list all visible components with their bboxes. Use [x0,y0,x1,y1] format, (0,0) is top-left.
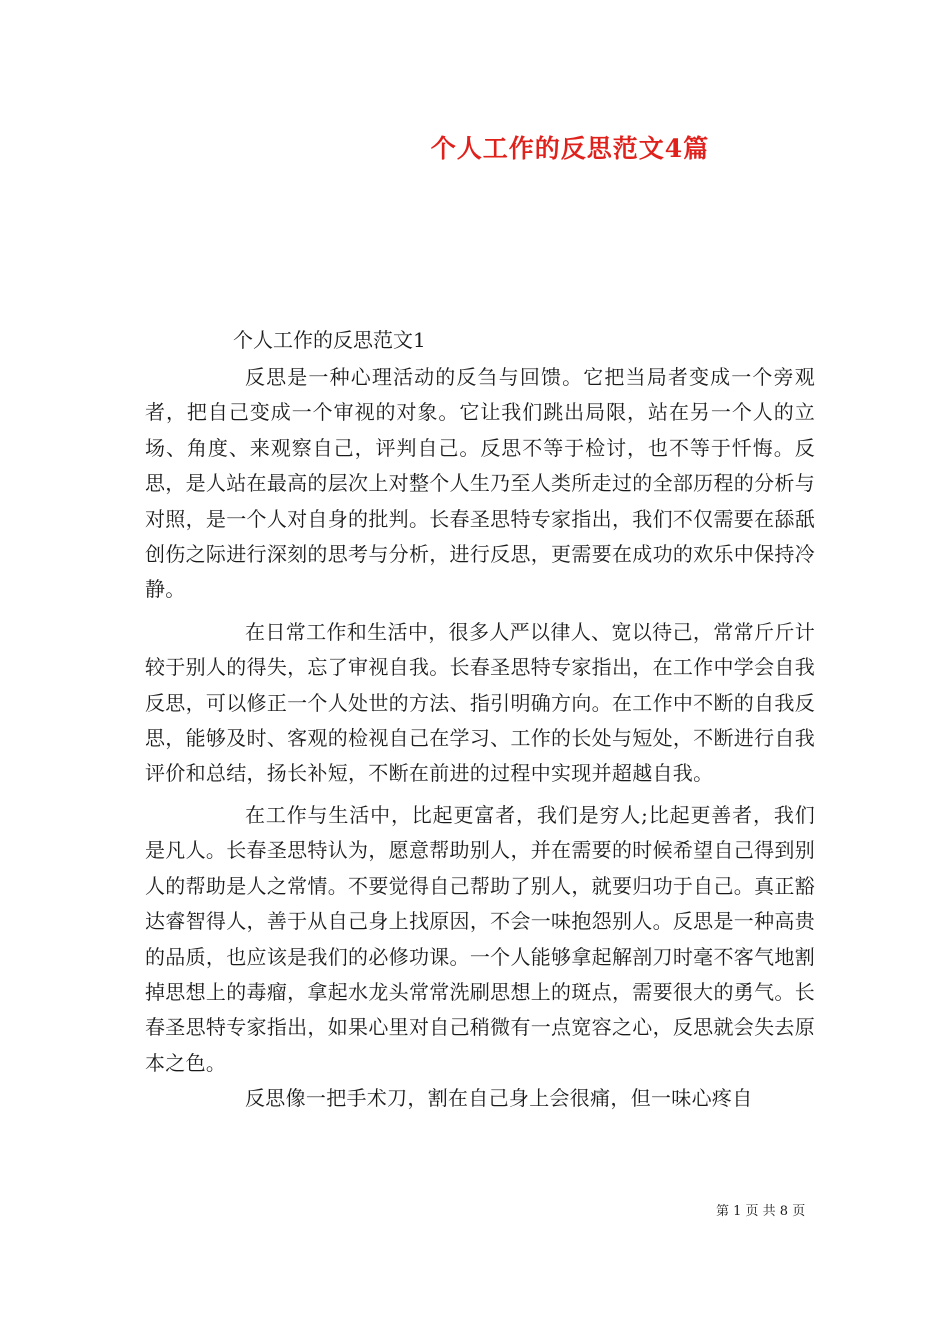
section-heading: 个人工作的反思范文1 [233,328,426,352]
paragraph: 反思是一种心理活动的反刍与回馈。它把当局者变成一个旁观者，把自己变成一个审视的对象。它让我们跳出局限，站在另一个人的立场、角度、来观察自己，评判自己。反思不等于检讨，也不等于忏悔。反思，是人站在最高的层次上对整个人生乃至人类所走过的全部历程的分析与对照，是一个人对自身的批判。长春圣思特专家指出，我们不仅需要在舔舐创伤之际进行深刻的思考与分析，进行反思，更需要在成功的欢乐中保持冷静。 [145,365,815,602]
paragraph: 反思像一把手术刀，割在自己身上会很痛，但一味心疼自 [245,1086,753,1111]
document-title: 个人工作的反思范文4篇 [430,134,710,163]
document-body [145,360,815,1117]
page-number: 第 1 页 共 8 页 [716,1204,806,1219]
paragraph: 在日常工作和生活中，很多人严以律人、宽以待己，常常斤斤计较于别人的得失，忘了审视自我。长春圣思特专家指出，在工作中学会自我反思，可以修正一个人处世的方法、指引明确方向。在工作中不断的自我反思，能够及时、客观的检视自己在学习、工作的长处与短处，不断进行自我评价和总结，扬长补短，不断在前进的过程中实现并超越自我。 [145,619,815,786]
paragraph: 在工作与生活中，比起更富者，我们是穷人;比起更善者，我们是凡人。长春圣思特认为，愿意帮助别人，并在需要的时候希望自己得到别人的帮助是人之常情。不要觉得自己帮助了别人，就要归功于自己。真正豁达睿智得人，善于从自己身上找原因，不会一味抱怨别人。反思是一种高贵的品质，也应该是我们的必修功课。一个人能够拿起解剖刀时毫不客气地割掉思想上的毒瘤，拿起水龙头常常洗刷思想上的斑点，需要很大的勇气。长春圣思特专家指出，如果心里对自己稍微有一点宽容之心，反思就会失去原本之色。 [145,802,815,1075]
